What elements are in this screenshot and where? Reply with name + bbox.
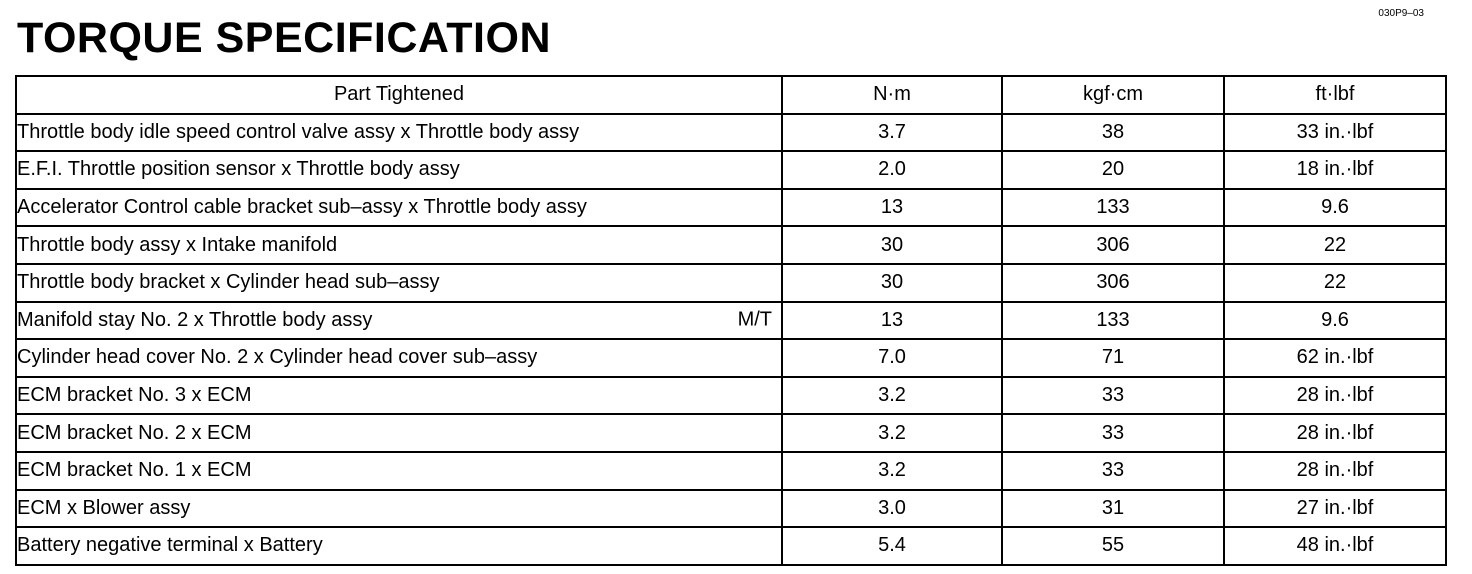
part-name: Accelerator Control cable bracket sub–assy x Throttle body assy [17, 196, 587, 219]
ftlbf-value: 22 [1224, 264, 1446, 302]
kgfcm-value: 33 [1002, 452, 1224, 490]
part-tightened-cell [16, 339, 782, 377]
ftlbf-value: 28 in.·lbf [1224, 452, 1446, 490]
nm-value: 30 [782, 264, 1002, 302]
page-title: TORQUE SPECIFICATION [17, 14, 551, 62]
ftlbf-value: 9.6 [1224, 189, 1446, 227]
part-name: Battery negative terminal x Battery [17, 534, 323, 557]
part-name: ECM x Blower assy [17, 496, 191, 519]
part-tightened-cell [16, 490, 782, 528]
nm-value: 5.4 [782, 527, 1002, 565]
header-kgfcm: kgf·cm [1002, 76, 1224, 114]
table-header-row [16, 76, 1446, 114]
part-name: Throttle body bracket x Cylinder head sub–assy [17, 271, 440, 294]
transmission-note: M/T [737, 308, 772, 331]
ftlbf-value: 33 in.·lbf [1224, 114, 1446, 152]
ftlbf-value: 62 in.·lbf [1224, 339, 1446, 377]
document-code: 030P9–03 [1378, 8, 1424, 19]
part-tightened-cell [16, 452, 782, 490]
part-tightened-cell [16, 377, 782, 415]
table-row [16, 527, 1446, 565]
part-name: Manifold stay No. 2 x Throttle body assy [17, 308, 373, 331]
kgfcm-value: 133 [1002, 189, 1224, 227]
table-row [16, 264, 1446, 302]
ftlbf-value: 48 in.·lbf [1224, 527, 1446, 565]
kgfcm-value: 55 [1002, 527, 1224, 565]
part-tightened-cell [16, 189, 782, 227]
nm-value: 7.0 [782, 339, 1002, 377]
nm-value: 13 [782, 302, 1002, 340]
part-tightened-cell [16, 226, 782, 264]
part-tightened-cell [16, 302, 782, 340]
part-tightened-cell [16, 114, 782, 152]
ftlbf-value: 28 in.·lbf [1224, 377, 1446, 415]
header-nm: N·m [782, 76, 1002, 114]
torque-spec-table [15, 75, 1447, 566]
table-row [16, 452, 1446, 490]
nm-value: 3.2 [782, 414, 1002, 452]
part-name: ECM bracket No. 3 x ECM [17, 384, 252, 407]
table-row [16, 189, 1446, 227]
kgfcm-value: 71 [1002, 339, 1224, 377]
kgfcm-value: 33 [1002, 377, 1224, 415]
kgfcm-value: 20 [1002, 151, 1224, 189]
part-tightened-cell [16, 151, 782, 189]
table-row [16, 226, 1446, 264]
nm-value: 3.0 [782, 490, 1002, 528]
ftlbf-value: 27 in.·lbf [1224, 490, 1446, 528]
nm-value: 13 [782, 189, 1002, 227]
header-part-tightened: Part Tightened [16, 76, 782, 114]
ftlbf-value: 9.6 [1224, 302, 1446, 340]
kgfcm-value: 31 [1002, 490, 1224, 528]
ftlbf-value: 18 in.·lbf [1224, 151, 1446, 189]
nm-value: 2.0 [782, 151, 1002, 189]
part-tightened-cell [16, 264, 782, 302]
table-row [16, 302, 1446, 340]
part-tightened-cell [16, 527, 782, 565]
part-name: ECM bracket No. 1 x ECM [17, 459, 252, 482]
header-ftlbf: ft·lbf [1224, 76, 1446, 114]
part-name: E.F.I. Throttle position sensor x Throttle body assy [17, 158, 460, 181]
nm-value: 3.7 [782, 114, 1002, 152]
nm-value: 30 [782, 226, 1002, 264]
ftlbf-value: 28 in.·lbf [1224, 414, 1446, 452]
part-name: Cylinder head cover No. 2 x Cylinder head cover sub–assy [17, 346, 538, 369]
table-row [16, 151, 1446, 189]
kgfcm-value: 33 [1002, 414, 1224, 452]
kgfcm-value: 306 [1002, 264, 1224, 302]
part-name: Throttle body idle speed control valve assy x Throttle body assy [17, 120, 580, 143]
part-name: ECM bracket No. 2 x ECM [17, 421, 252, 444]
kgfcm-value: 133 [1002, 302, 1224, 340]
table-row [16, 414, 1446, 452]
ftlbf-value: 22 [1224, 226, 1446, 264]
table-row [16, 114, 1446, 152]
table-row [16, 490, 1446, 528]
nm-value: 3.2 [782, 452, 1002, 490]
nm-value: 3.2 [782, 377, 1002, 415]
table-row [16, 339, 1446, 377]
part-name: Throttle body assy x Intake manifold [17, 233, 338, 256]
kgfcm-value: 306 [1002, 226, 1224, 264]
table-row [16, 377, 1446, 415]
part-tightened-cell [16, 414, 782, 452]
kgfcm-value: 38 [1002, 114, 1224, 152]
